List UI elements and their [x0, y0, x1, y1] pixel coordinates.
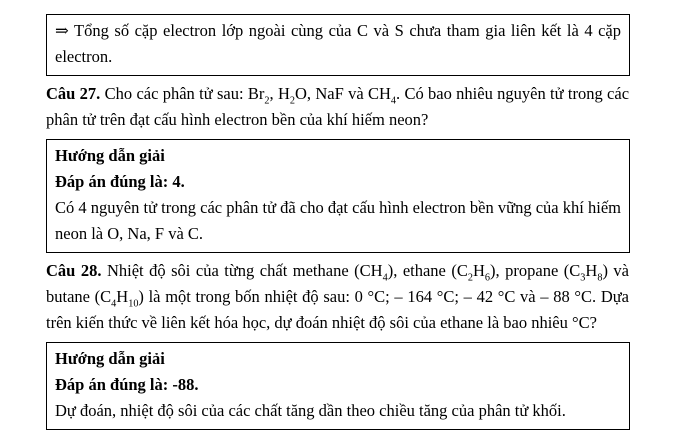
- text-run: Cho các phân tử sau: Br: [100, 84, 265, 103]
- question-28-paragraph-1: [46, 258, 629, 336]
- bold-text-run: Câu 27.: [46, 84, 101, 103]
- text-run: ), propane (C: [490, 261, 581, 280]
- subscript-text-run: 4: [382, 272, 388, 284]
- solution-28-box-paragraph-2: [55, 372, 621, 398]
- subscript-text-run: 3: [580, 272, 586, 284]
- bold-text-run: Câu 28.: [46, 261, 102, 280]
- subscript-text-run: 2: [264, 95, 270, 107]
- subscript-text-run: 2: [289, 95, 295, 107]
- text-run: ) và butane (C: [46, 261, 630, 306]
- text-run: ) là một trong bốn nhiệt độ sau: 0 °C; – 164 °C; – 42 °C và – 88 °C. Dựa trên kiến thức về liên kết hóa học, dự đoán nhiệt độ sôi của ethane là bao nhiêu °C?: [46, 287, 630, 332]
- text-run: Có 4 nguyên tử trong các phân tử đã cho đạt cấu hình electron bền vững của khí hiếm neon là O, Na, F và C.: [55, 198, 621, 243]
- solution-27-box-paragraph-1: [55, 143, 621, 169]
- text-run: H: [473, 261, 485, 280]
- solution-27-box-paragraph-2: [55, 169, 621, 195]
- subscript-text-run: 4: [111, 298, 117, 310]
- subscript-text-run: 4: [390, 95, 397, 107]
- text-run: Nhiệt độ sôi của từng chất methane (CH: [101, 261, 383, 280]
- text-run: ⇒ Tổng số cặp electron lớp ngoài cùng của C và S chưa tham gia liên kết là 4 cặp electron.: [55, 21, 621, 66]
- bold-text-run: Hướng dẫn giải: [55, 146, 165, 165]
- subscript-text-run: 10: [128, 298, 139, 310]
- conclusion-box: [46, 14, 630, 76]
- bold-text-run: Đáp án đúng là: -88.: [55, 375, 199, 394]
- text-run: , H: [269, 84, 290, 103]
- solution-28-box-paragraph-3: [55, 398, 621, 424]
- question-27-paragraph-1: [46, 81, 629, 133]
- solution-28-box-paragraph-1: [55, 346, 621, 372]
- solution-28-box: [46, 342, 630, 430]
- subscript-text-run: 8: [597, 272, 603, 284]
- text-run: H: [585, 261, 598, 280]
- bold-text-run: Hướng dẫn giải: [55, 349, 165, 368]
- question-28: [46, 258, 629, 336]
- question-27: [46, 81, 629, 133]
- text-run: Dự đoán, nhiệt độ sôi của các chất tăng dần theo chiều tăng của phân tử khối.: [55, 401, 566, 420]
- text-run: . Có bao nhiêu nguyên tử trong các phân tử trên đạt cấu hình electron bền của khí hiếm neon?: [46, 84, 630, 129]
- subscript-text-run: 2: [467, 272, 473, 284]
- subscript-text-run: 6: [484, 272, 491, 284]
- text-run: O, NaF và CH: [294, 84, 391, 103]
- solution-27-box-paragraph-3: [55, 195, 621, 247]
- bold-text-run: Đáp án đúng là: 4.: [55, 172, 185, 191]
- solution-27-box: [46, 139, 630, 253]
- conclusion-box-paragraph-1: [55, 18, 621, 70]
- text-run: ), ethane (C: [387, 261, 468, 280]
- text-run: H: [116, 287, 129, 306]
